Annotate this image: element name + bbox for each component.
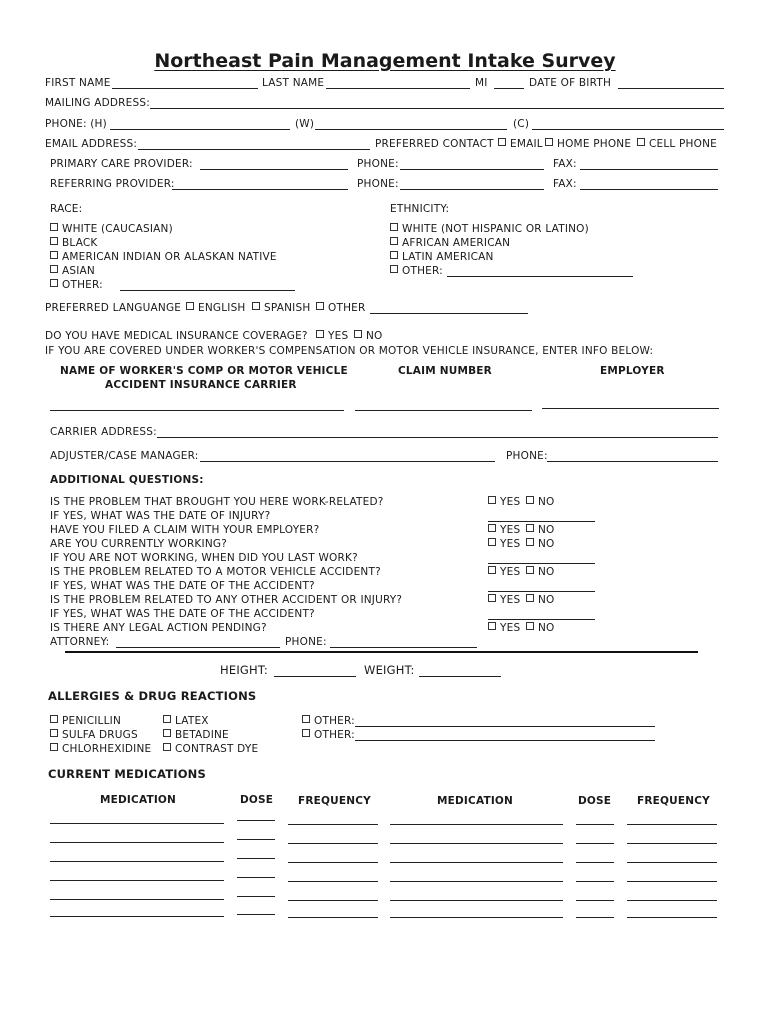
ethnicity-option-other[interactable]: OTHER: xyxy=(390,265,443,278)
race-option-other[interactable]: OTHER: xyxy=(50,279,103,292)
mailing-address-field[interactable] xyxy=(150,108,724,109)
checkbox[interactable] xyxy=(163,715,171,723)
language-english[interactable]: ENGLISH xyxy=(186,302,246,315)
dose-field[interactable] xyxy=(237,820,275,821)
allergy-option[interactable]: BETADINE xyxy=(163,729,229,742)
dose-field[interactable] xyxy=(237,877,275,878)
dose-field[interactable] xyxy=(576,917,614,918)
allergies-heading: ALLERGIES & DRUG REACTIONS xyxy=(48,689,257,703)
frequency-field[interactable] xyxy=(627,900,717,901)
weight-field[interactable] xyxy=(419,676,501,677)
checkbox[interactable] xyxy=(163,743,171,751)
answer-yes[interactable]: YES xyxy=(488,594,520,607)
question-work-related: IS THE PROBLEM THAT BROUGHT YOU HERE WORK-RELATED? xyxy=(50,496,384,508)
medication-column-header: MEDICATION xyxy=(437,795,514,807)
checkbox[interactable] xyxy=(390,251,398,259)
answer-yes[interactable]: YES xyxy=(488,496,520,509)
dose-field[interactable] xyxy=(237,858,275,859)
checkbox[interactable] xyxy=(526,594,534,602)
checkbox[interactable] xyxy=(316,330,324,338)
frequency-column-header: FREQUENCY xyxy=(637,795,710,807)
checkbox[interactable] xyxy=(50,265,58,273)
medication-field[interactable] xyxy=(50,899,224,900)
referring-phone-field[interactable] xyxy=(400,189,544,190)
dob-label: DATE OF BIRTH xyxy=(529,77,612,89)
question-other-accident: IS THE PROBLEM RELATED TO ANY OTHER ACCIDENT OR INJURY? xyxy=(50,594,403,606)
phone-home-field[interactable] xyxy=(110,129,290,130)
allergy-option[interactable]: PENICILLIN xyxy=(50,715,121,728)
medication-field[interactable] xyxy=(390,881,563,882)
carrier-column-header: NAME OF WORKER'S COMP OR MOTOR VEHICLE xyxy=(60,365,348,377)
language-label: PREFERRED LANGUANGE xyxy=(45,302,182,314)
attorney-field[interactable] xyxy=(116,647,280,648)
email-field[interactable] xyxy=(138,149,370,150)
pcp-label: PRIMARY CARE PROVIDER: xyxy=(50,158,193,170)
phone-home-label: PHONE: (H) xyxy=(45,118,107,130)
checkbox[interactable] xyxy=(302,729,310,737)
ethnicity-option[interactable]: LATIN AMERICAN xyxy=(390,251,494,264)
checkbox[interactable] xyxy=(50,223,58,231)
dose-field[interactable] xyxy=(237,896,275,897)
carrier-name-field[interactable] xyxy=(50,410,344,411)
medication-field[interactable] xyxy=(50,880,224,881)
checkbox[interactable] xyxy=(526,496,534,504)
medication-field[interactable] xyxy=(50,823,224,824)
question-legal-action: IS THERE ANY LEGAL ACTION PENDING? xyxy=(50,622,267,634)
checkbox[interactable] xyxy=(526,566,534,574)
pcp-phone-label: PHONE: xyxy=(357,158,399,170)
checkbox[interactable] xyxy=(488,524,496,532)
answer-no[interactable]: NO xyxy=(526,524,555,537)
checkbox[interactable] xyxy=(526,524,534,532)
mailing-address-label: MAILING ADDRESS: xyxy=(45,97,150,109)
mva-date-field[interactable] xyxy=(488,591,595,592)
other-accident-date-field[interactable] xyxy=(488,619,595,620)
phone-cell-label: (C) xyxy=(513,118,530,130)
pcp-fax-field[interactable] xyxy=(580,169,718,170)
checkbox[interactable] xyxy=(50,729,58,737)
medication-field[interactable] xyxy=(390,900,563,901)
adjuster-label: ADJUSTER/CASE MANAGER: xyxy=(50,450,199,462)
checkbox[interactable] xyxy=(186,302,194,310)
attorney-phone-field[interactable] xyxy=(330,647,477,648)
checkbox[interactable] xyxy=(50,743,58,751)
contact-home-option[interactable]: HOME PHONE xyxy=(545,138,631,151)
checkbox[interactable] xyxy=(50,237,58,245)
dose-column-header: DOSE xyxy=(240,794,274,806)
last-name-field[interactable] xyxy=(326,88,470,89)
additional-questions-heading: ADDITIONAL QUESTIONS: xyxy=(50,474,204,486)
dose-field[interactable] xyxy=(237,839,275,840)
frequency-field[interactable] xyxy=(288,881,378,882)
referring-field[interactable] xyxy=(172,189,348,190)
allergy-option[interactable]: LATEX xyxy=(163,715,209,728)
checkbox[interactable] xyxy=(390,237,398,245)
question-last-work: IF YOU ARE NOT WORKING, WHEN DID YOU LAST WORK? xyxy=(50,552,358,564)
workers-comp-note: IF YOU ARE COVERED UNDER WORKER'S COMPENSATION OR MOTOR VEHICLE INSURANCE, ENTER INFO BELOW: xyxy=(45,345,654,357)
question-currently-working: ARE YOU CURRENTLY WORKING? xyxy=(50,538,227,550)
frequency-field[interactable] xyxy=(288,917,378,918)
question-injury-date: IF YES, WHAT WAS THE DATE OF INJURY? xyxy=(50,510,271,522)
language-other-field[interactable] xyxy=(370,313,528,314)
last-work-field[interactable] xyxy=(488,563,595,564)
mi-field[interactable] xyxy=(494,88,524,89)
insurance-yes[interactable]: YES xyxy=(316,330,348,343)
answer-yes[interactable]: YES xyxy=(488,566,520,579)
ethnicity-other-field[interactable] xyxy=(447,276,633,277)
frequency-field[interactable] xyxy=(627,881,717,882)
ethnicity-label: ETHNICITY: xyxy=(390,203,450,215)
pcp-fax-label: FAX: xyxy=(553,158,577,170)
frequency-field[interactable] xyxy=(288,843,378,844)
checkbox[interactable] xyxy=(637,138,645,146)
answer-no[interactable]: NO xyxy=(526,496,555,509)
frequency-column-header: FREQUENCY xyxy=(298,795,371,807)
section-divider xyxy=(65,651,698,653)
checkbox[interactable] xyxy=(50,279,58,287)
answer-yes[interactable]: YES xyxy=(488,538,520,551)
checkbox[interactable] xyxy=(50,251,58,259)
dose-field[interactable] xyxy=(576,862,614,863)
injury-date-field[interactable] xyxy=(488,521,595,522)
race-label: RACE: xyxy=(50,203,83,215)
insurance-question: DO YOU HAVE MEDICAL INSURANCE COVERAGE? xyxy=(45,330,308,342)
referring-fax-field[interactable] xyxy=(580,189,718,190)
checkbox[interactable] xyxy=(50,715,58,723)
attorney-phone-label: PHONE: xyxy=(285,636,327,648)
frequency-field[interactable] xyxy=(288,824,378,825)
carrier-address-field[interactable] xyxy=(157,437,718,438)
medication-field[interactable] xyxy=(390,862,563,863)
race-other-field[interactable] xyxy=(120,290,295,291)
checkbox[interactable] xyxy=(390,265,398,273)
phone-work-field[interactable] xyxy=(315,129,507,130)
answer-yes[interactable]: YES xyxy=(488,524,520,537)
dose-field[interactable] xyxy=(576,900,614,901)
employer-column-header: EMPLOYER xyxy=(600,365,665,377)
question-claim-filed: HAVE YOU FILED A CLAIM WITH YOUR EMPLOYER? xyxy=(50,524,320,536)
frequency-field[interactable] xyxy=(627,824,717,825)
allergy-other-option[interactable]: OTHER: xyxy=(302,715,355,728)
checkbox[interactable] xyxy=(545,138,553,146)
answer-no[interactable]: NO xyxy=(526,622,555,635)
insurance-no[interactable]: NO xyxy=(354,330,383,343)
dose-field[interactable] xyxy=(576,881,614,882)
claim-number-field[interactable] xyxy=(355,410,532,411)
checkbox[interactable] xyxy=(163,729,171,737)
checkbox[interactable] xyxy=(488,538,496,546)
pcp-field[interactable] xyxy=(200,169,348,170)
email-label: EMAIL ADDRESS: xyxy=(45,138,138,150)
contact-cell-option[interactable]: CELL PHONE xyxy=(637,138,717,151)
checkbox[interactable] xyxy=(316,302,324,310)
checkbox[interactable] xyxy=(488,594,496,602)
ethnicity-option[interactable]: AFRICAN AMERICAN xyxy=(390,237,510,250)
checkbox[interactable] xyxy=(526,538,534,546)
last-name-label: LAST NAME xyxy=(262,77,325,89)
attorney-label: ATTORNEY: xyxy=(50,636,110,648)
dose-column-header: DOSE xyxy=(578,795,612,807)
phone-work-label: (W) xyxy=(295,118,315,130)
carrier-address-label: CARRIER ADDRESS: xyxy=(50,426,157,438)
question-other-accident-date: IF YES, WHAT WAS THE DATE OF THE ACCIDENT? xyxy=(50,608,315,620)
answer-no[interactable]: NO xyxy=(526,594,555,607)
checkbox[interactable] xyxy=(354,330,362,338)
pcp-phone-field[interactable] xyxy=(400,169,544,170)
frequency-field[interactable] xyxy=(288,862,378,863)
language-other[interactable]: OTHER xyxy=(316,302,366,315)
answer-yes[interactable]: YES xyxy=(488,622,520,635)
adjuster-phone-field[interactable] xyxy=(547,461,718,462)
allergy-other-option[interactable]: OTHER: xyxy=(302,729,355,742)
race-option[interactable]: ASIAN xyxy=(50,265,95,278)
mi-label: MI xyxy=(475,77,488,89)
race-option[interactable]: AMERICAN INDIAN OR ALASKAN NATIVE xyxy=(50,251,277,264)
answer-no[interactable]: NO xyxy=(526,566,555,579)
frequency-field[interactable] xyxy=(627,862,717,863)
ethnicity-option[interactable]: WHITE (NOT HISPANIC OR LATINO) xyxy=(390,223,589,236)
referring-label: REFERRING PROVIDER: xyxy=(50,178,175,190)
allergy-option[interactable]: SULFA DRUGS xyxy=(50,729,138,742)
question-mva-date: IF YES, WHAT WAS THE DATE OF THE ACCIDENT? xyxy=(50,580,315,592)
race-option[interactable]: WHITE (CAUCASIAN) xyxy=(50,223,173,236)
allergy-option[interactable]: CHLORHEXIDINE xyxy=(50,743,151,756)
referring-fax-label: FAX: xyxy=(553,178,577,190)
allergy-other-field[interactable] xyxy=(355,740,655,741)
frequency-field[interactable] xyxy=(627,843,717,844)
referring-phone-label: PHONE: xyxy=(357,178,399,190)
height-label: HEIGHT: xyxy=(220,663,268,677)
dob-field[interactable] xyxy=(618,88,724,89)
checkbox[interactable] xyxy=(526,622,534,630)
medication-field[interactable] xyxy=(390,824,563,825)
race-option[interactable]: BLACK xyxy=(50,237,98,250)
question-motor-vehicle: IS THE PROBLEM RELATED TO A MOTOR VEHICLE ACCIDENT? xyxy=(50,566,381,578)
first-name-label: FIRST NAME xyxy=(45,77,111,89)
employer-field[interactable] xyxy=(542,408,719,409)
medication-field[interactable] xyxy=(50,842,224,843)
allergy-option[interactable]: CONTRAST DYE xyxy=(163,743,258,756)
preferred-contact-label: PREFERRED CONTACT xyxy=(375,138,494,150)
medication-field[interactable] xyxy=(390,917,563,918)
checkbox[interactable] xyxy=(488,496,496,504)
medication-field[interactable] xyxy=(50,916,224,917)
checkbox[interactable] xyxy=(390,223,398,231)
contact-email-option[interactable]: EMAIL xyxy=(498,138,543,151)
frequency-field[interactable] xyxy=(627,917,717,918)
medications-heading: CURRENT MEDICATIONS xyxy=(48,767,206,781)
checkbox[interactable] xyxy=(302,715,310,723)
medication-field[interactable] xyxy=(390,843,563,844)
dose-field[interactable] xyxy=(237,914,275,915)
medication-field[interactable] xyxy=(50,861,224,862)
adjuster-phone-label: PHONE: xyxy=(506,450,548,462)
checkbox[interactable] xyxy=(498,138,506,146)
phone-cell-field[interactable] xyxy=(532,129,724,130)
first-name-field[interactable] xyxy=(112,88,258,89)
height-field[interactable] xyxy=(274,676,356,677)
weight-label: WEIGHT: xyxy=(364,663,415,677)
carrier-column-header-2: ACCIDENT INSURANCE CARRIER xyxy=(105,379,297,391)
frequency-field[interactable] xyxy=(288,900,378,901)
claim-column-header: CLAIM NUMBER xyxy=(398,365,492,377)
checkbox[interactable] xyxy=(252,302,260,310)
checkbox[interactable] xyxy=(488,622,496,630)
adjuster-field[interactable] xyxy=(200,461,495,462)
dose-field[interactable] xyxy=(576,843,614,844)
form-title: Northeast Pain Management Intake Survey xyxy=(154,50,616,72)
medication-column-header: MEDICATION xyxy=(100,794,177,806)
language-spanish[interactable]: SPANISH xyxy=(252,302,310,315)
allergy-other-field[interactable] xyxy=(355,726,655,727)
answer-no[interactable]: NO xyxy=(526,538,555,551)
dose-field[interactable] xyxy=(576,824,614,825)
checkbox[interactable] xyxy=(488,566,496,574)
